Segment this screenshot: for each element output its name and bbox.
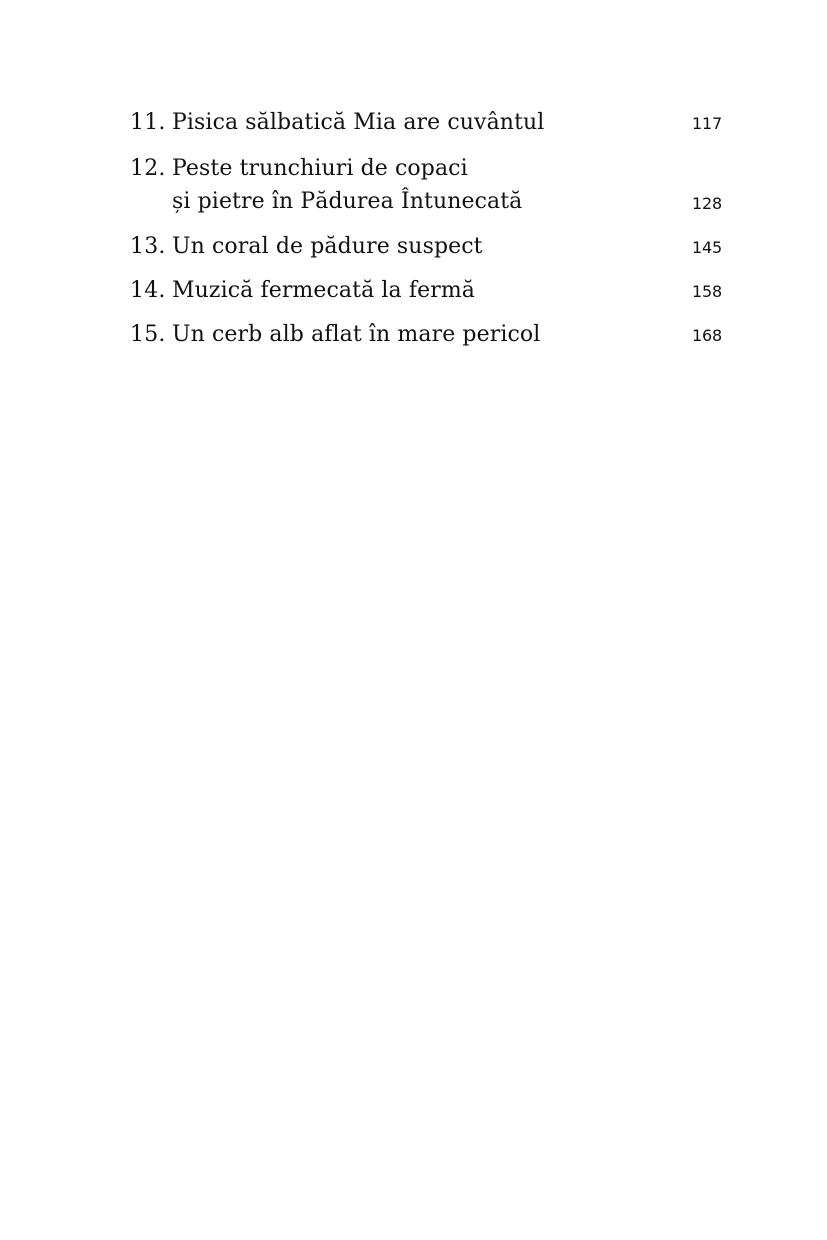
- chapter-title-line: Pisica sălbatică Mia are cuvântul: [172, 110, 545, 135]
- chapter-number: 13.: [130, 234, 166, 259]
- chapter-title: [172, 152, 686, 218]
- chapter-title-line: Un coral de pădure suspect: [172, 234, 483, 259]
- chapter-number: 14.: [130, 278, 166, 303]
- toc-entry-13[interactable]: [130, 232, 722, 262]
- toc-entry-14[interactable]: [130, 276, 722, 306]
- chapter-page-number: 145: [692, 238, 722, 257]
- chapter-number: 15.: [130, 322, 166, 347]
- chapter-title-line: Un cerb alb aflat în mare pericol: [172, 322, 541, 347]
- chapter-page-number: 158: [692, 282, 722, 301]
- chapter-number: 12.: [130, 156, 166, 181]
- chapter-title: [172, 108, 686, 138]
- chapter-page-number: 128: [692, 194, 722, 213]
- chapter-title-line: și pietre în Pădurea Întunecată: [172, 189, 523, 214]
- table-of-contents: [130, 108, 722, 364]
- chapter-title: [172, 320, 686, 350]
- toc-entry-11[interactable]: [130, 108, 722, 138]
- toc-entry-15[interactable]: [130, 320, 722, 350]
- chapter-number: 11.: [130, 110, 166, 135]
- chapter-title-line: Muzică fermecată la fermă: [172, 278, 476, 303]
- chapter-title-line: Peste trunchiuri de copaci: [172, 156, 468, 181]
- chapter-title: [172, 276, 686, 306]
- chapter-title: [172, 232, 686, 262]
- chapter-page-number: 168: [692, 326, 722, 345]
- toc-entry-12[interactable]: [130, 152, 722, 218]
- chapter-page-number: 117: [692, 114, 722, 133]
